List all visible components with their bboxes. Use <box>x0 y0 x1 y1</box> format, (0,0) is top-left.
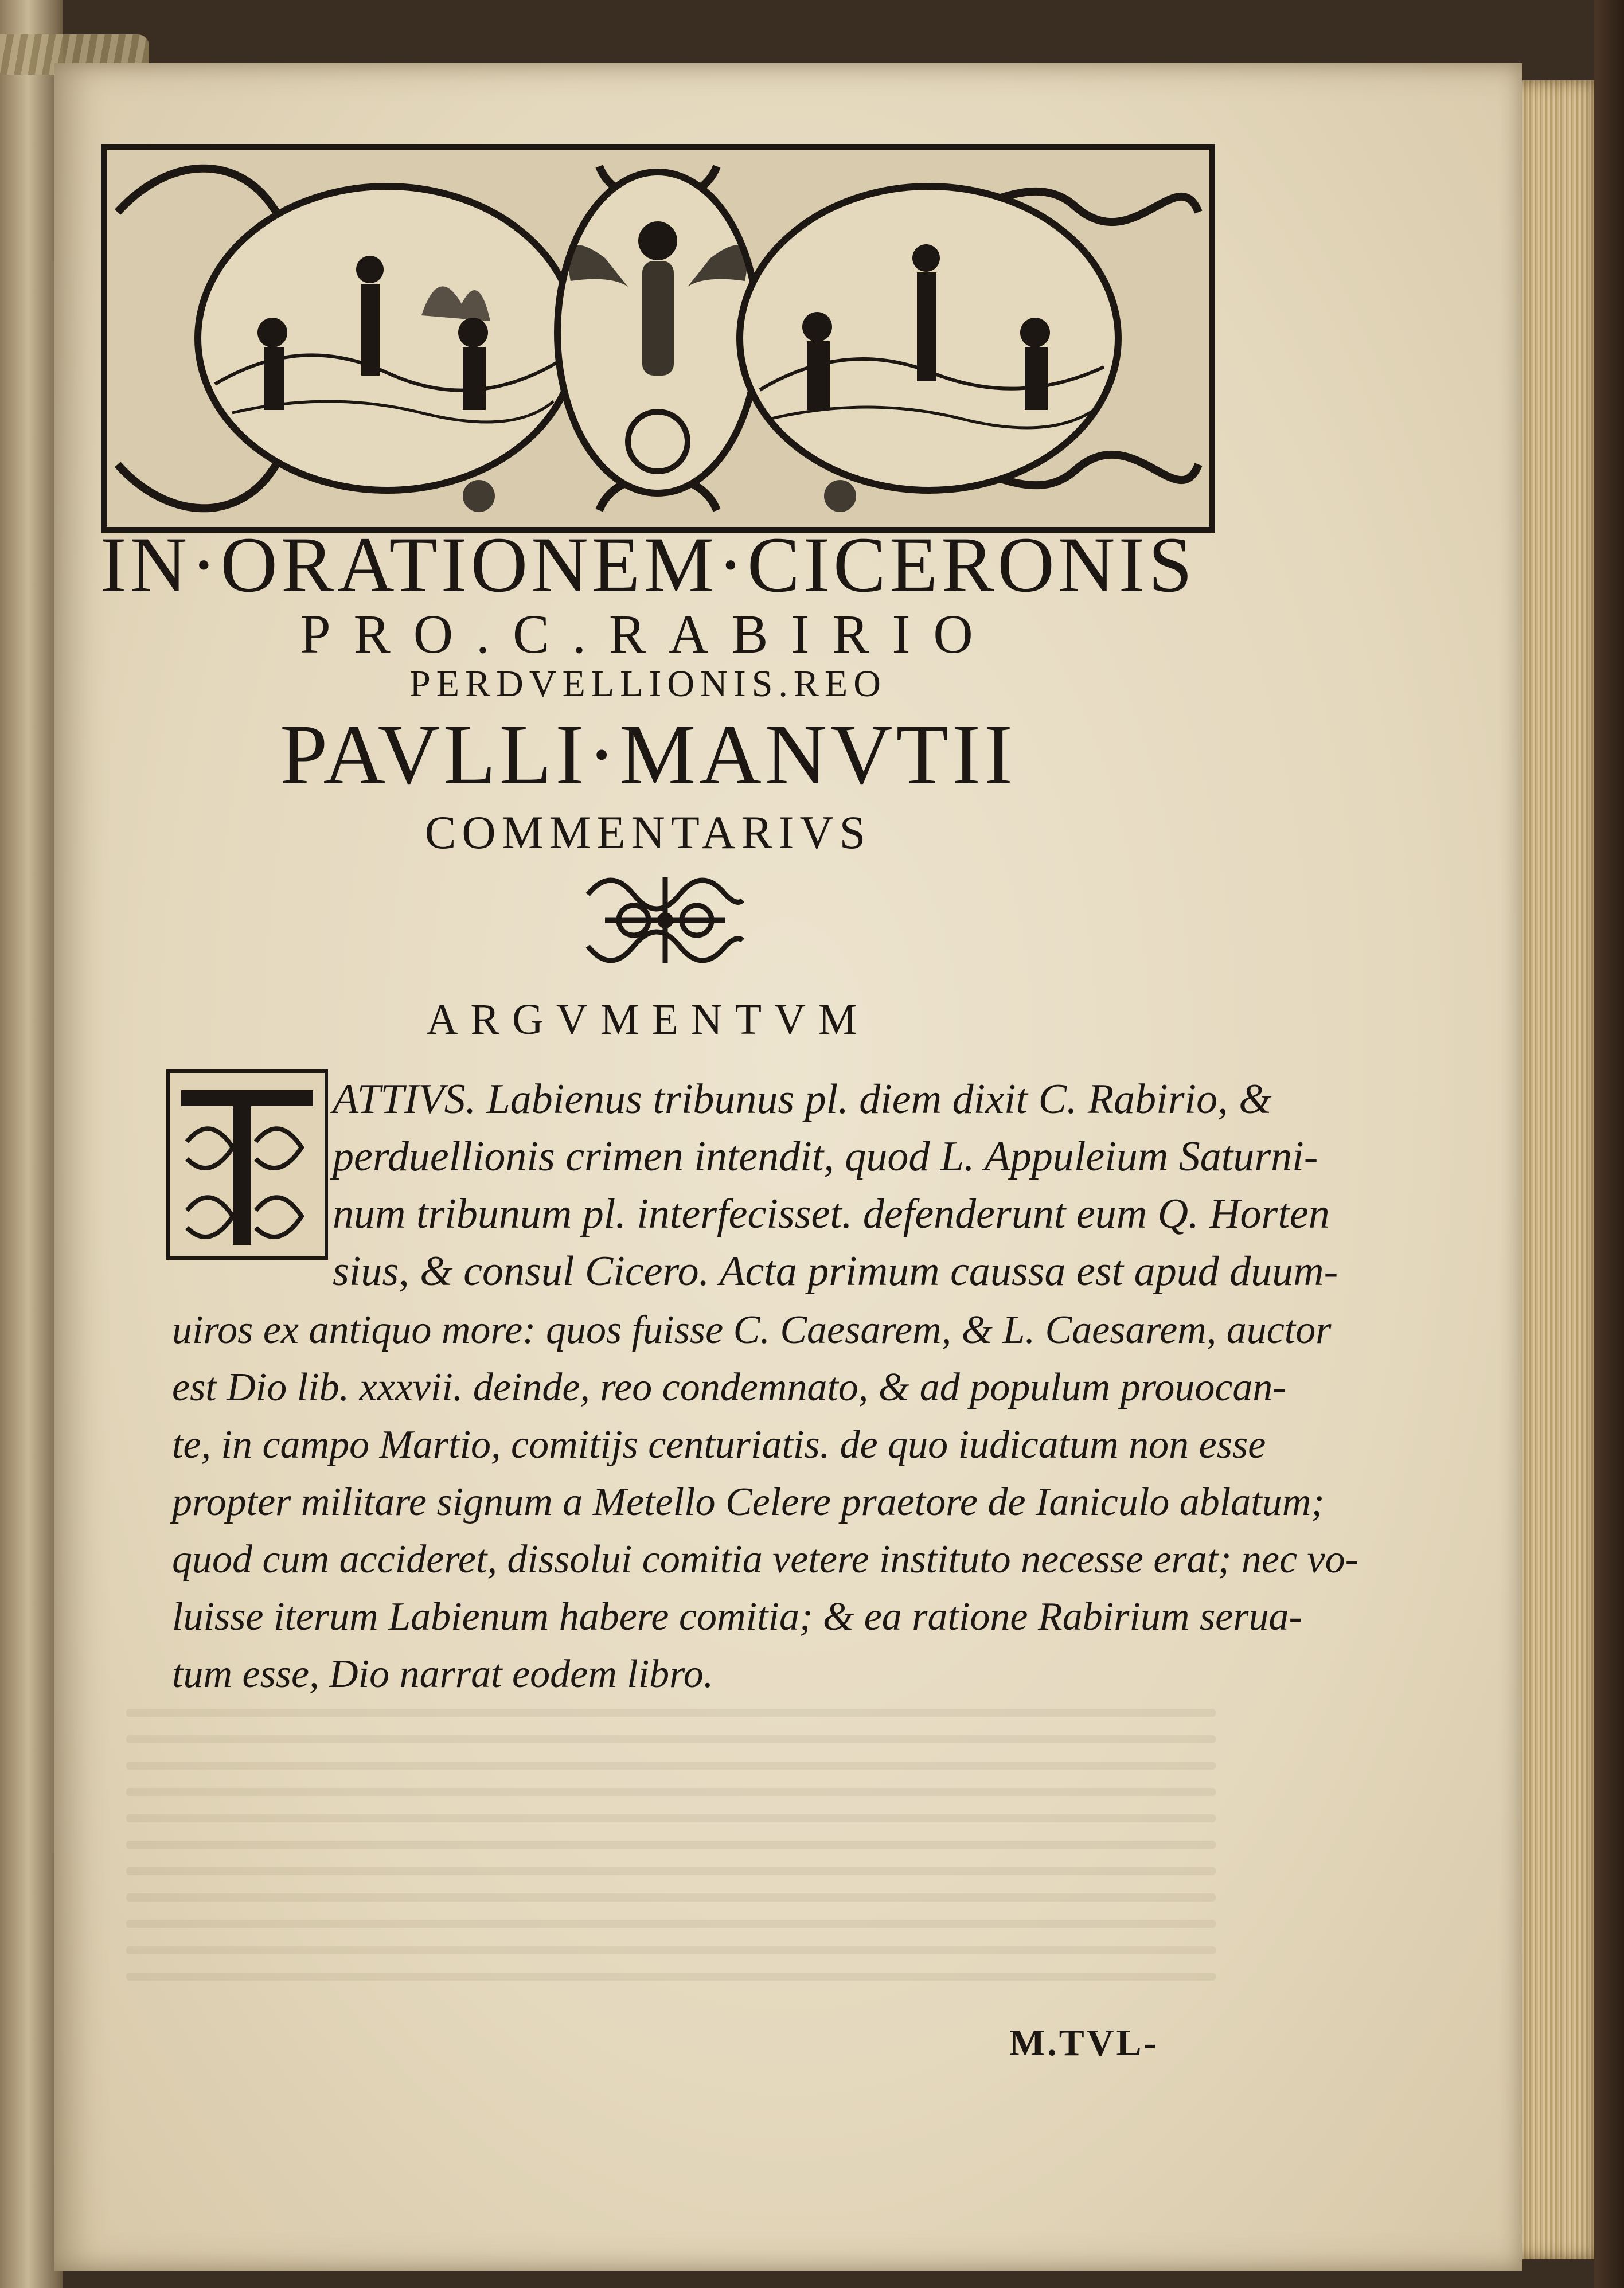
body-line: num tribunum pl. interfecisset. defenderunt eum Q. Horten <box>333 1190 1330 1237</box>
left-page-edge <box>0 0 63 2288</box>
show-through-line <box>126 1762 1216 1770</box>
body-line: propter militare signum a Metello Celere praetore de Ianiculo ablatum; <box>172 1480 1325 1524</box>
body-line: est Dio lib. xxxvii. deinde, reo condemnato, & ad populum prouocan- <box>172 1365 1286 1409</box>
show-through-line <box>126 1709 1216 1717</box>
title-line-5: COMMENTARIVS <box>424 806 872 858</box>
fleuron-ornament-icon <box>571 866 760 975</box>
section-heading: ARGVMENTVM <box>426 995 870 1044</box>
show-through-line <box>126 1893 1216 1902</box>
title-line-4: PAVLLI·MANVTII <box>280 707 1016 802</box>
show-through-line <box>126 1867 1216 1875</box>
show-through-line <box>126 1788 1216 1796</box>
show-through-line <box>126 1814 1216 1822</box>
body-line: quod cum accideret, dissolui comitia vetere instituto necesse erat; nec vo- <box>172 1537 1358 1582</box>
show-through-line <box>126 1973 1216 1981</box>
body-line: uiros ex antiquo more: quos fuisse C. Caesarem, & L. Caesarem, auctor <box>172 1308 1332 1352</box>
body-line: perduellionis crimen intendit, quod L. Appuleium Saturni- <box>333 1133 1318 1180</box>
body-line: luisse iterum Labienum habere comitia; & ea ratione Rabirium serua- <box>172 1595 1302 1639</box>
show-through-line <box>126 1841 1216 1849</box>
show-through-line <box>126 1946 1216 1954</box>
body-line: sius, & consul Cicero. Acta primum caussa est apud duum- <box>333 1248 1338 1295</box>
show-through-line <box>126 1735 1216 1743</box>
cover-edge <box>1594 0 1624 2288</box>
body-line: tum esse, Dio narrat eodem libro. <box>172 1652 714 1696</box>
show-through-line <box>126 1920 1216 1928</box>
body-line: ATTIVS. Labienus tribunus pl. diem dixit C. Rabirio, & <box>333 1076 1272 1123</box>
woodcut-headpiece-icon <box>100 143 1216 533</box>
title-line-1: IN·ORATIONEM·CICERONIS <box>100 521 1196 608</box>
title-line-3: PERDVELLIONIS.REO <box>409 663 887 705</box>
decorated-initial-T-icon <box>166 1069 328 1260</box>
body-line: te, in campo Martio, comitijs centuriatis. de quo iudicatum non esse <box>172 1423 1266 1467</box>
catchword: M.TVL- <box>1009 2022 1159 2064</box>
title-line-2: PRO.C.RABIRIO <box>300 603 996 665</box>
